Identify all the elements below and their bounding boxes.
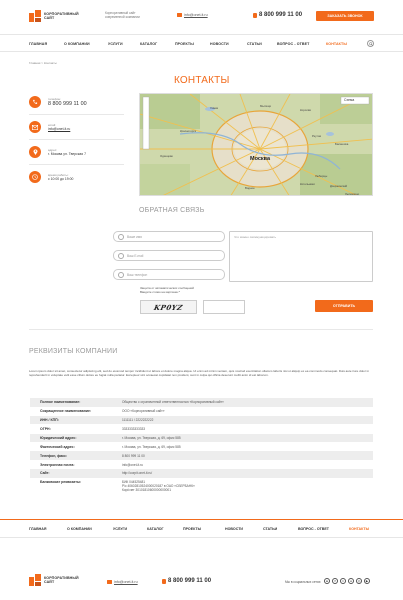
map-place-label: Химки <box>210 106 219 110</box>
phone-placeholder: Ваш телефон <box>127 272 148 277</box>
phone-input[interactable] <box>113 269 225 280</box>
nav-item[interactable]: УСЛУГИ <box>108 42 123 46</box>
map-place-label: Лыткарино <box>345 192 360 196</box>
vk-icon[interactable]: в <box>324 578 330 584</box>
address-label: адрес: <box>48 148 58 152</box>
map-place-label: Королёв <box>300 108 311 112</box>
callback-button[interactable]: ЗАКАЗАТЬ ЗВОНОК <box>316 11 374 21</box>
nav-item[interactable]: КАТАЛОГ <box>140 42 158 46</box>
footer-nav-item[interactable]: ПРОЕКТЫ <box>183 527 202 531</box>
footer-nav-item[interactable]: ГЛАВНАЯ <box>29 527 47 531</box>
message-textarea[interactable]: Что можно скоммуницировать <box>229 231 373 282</box>
header-phone-text: 8 800 999 11 00 <box>259 12 303 18</box>
requisite-value[interactable]: http://corpit.onet-it.ru/ <box>122 471 153 476</box>
captcha-input[interactable] <box>203 300 245 314</box>
requisite-key: Телефон, факс: <box>40 453 68 458</box>
requisite-value: 8 800 999 11 00 <box>122 453 145 458</box>
phone-icon <box>162 579 166 584</box>
footer-nav-item[interactable]: КАТАЛОГ <box>147 527 164 531</box>
requisite-row <box>30 416 373 425</box>
requisite-key: Сокращенное наименование: <box>40 409 92 414</box>
nav-item[interactable]: КОНТАКТЫ <box>326 42 347 46</box>
phone-icon <box>29 96 41 108</box>
odnoklassniki-icon[interactable]: о <box>348 578 354 584</box>
footer-email[interactable] <box>107 580 138 584</box>
mail-icon <box>29 121 41 133</box>
footer-nav <box>0 520 403 538</box>
map-place-label: Видное <box>245 186 255 190</box>
logo-icon <box>29 10 41 22</box>
requisite-row <box>30 443 373 452</box>
footer-email-text[interactable]: info@onet-it.ru <box>114 580 138 584</box>
requisite-key: Электронная почта: <box>40 462 75 467</box>
email-label: email: <box>48 123 57 127</box>
footer-phone-text: 8 800 999 11 00 <box>168 578 212 584</box>
bank-value <box>122 480 195 492</box>
requisite-value: Общество с ограниченной ответственностью «Корпоративный сайт» <box>122 400 224 405</box>
requisites-intro: Lorem ipsum dolor sit amet, consectetur adipiscing elit, sed do eiusmod tempor incididunt ut labore et dolore magna aliqua. Ut enim ad minim veniam, quis nostrud exercitation ullamco laboris nisi ut aliquip ex ea commodo consequat. Duis aute irure dolor in reprehenderit in voluptate velit esse cillum dolore eu fugiat nulla pariatur. Excepteur sint occaecat cupidatat non proident, sunt in culpa qui officia deserunt mollit anim id est laborum. <box>29 369 370 377</box>
map-place-label: Одинцово <box>160 154 173 158</box>
bank-line: БИК 044525481 <box>122 480 146 484</box>
requisite-value[interactable]: info@onet-it.ru <box>122 462 143 467</box>
requisite-value: г. Москва, ул. Тверская, д. 69, офис 585 <box>122 435 181 440</box>
logo-line1: КОРПОРАТИВНЫЙ <box>44 11 79 16</box>
map-city-label: Москва <box>250 156 271 162</box>
requisite-key: Полное наименование: <box>40 400 81 405</box>
footer-logo[interactable] <box>29 574 79 586</box>
bank-line: Р/с 40602810524000020187 в ОАО «СБЕРБАНК» <box>122 484 195 488</box>
mail-icon <box>107 580 112 584</box>
footer-nav-item[interactable]: СТАТЬИ <box>263 527 278 531</box>
hours-value: с 10:00 до 19:00 <box>48 177 74 181</box>
captcha-note-line2: Введите слово на картинке:* <box>140 290 180 294</box>
email-value[interactable]: info@onet-it.ru <box>48 127 71 131</box>
requisite-row <box>30 451 373 460</box>
nav-item[interactable]: ГЛАВНАЯ <box>29 42 48 46</box>
user-icon <box>118 234 124 240</box>
mail-icon <box>177 13 182 17</box>
email-placeholder: Ваш E-mail <box>127 253 144 258</box>
contact-hours <box>29 169 124 185</box>
requisite-key: ИНН / КПП: <box>40 418 59 423</box>
nav-item[interactable]: ПРОЕКТЫ <box>175 42 194 46</box>
footer-nav-item[interactable]: КОНТАКТЫ <box>349 527 370 531</box>
page-title: КОНТАКТЫ <box>174 75 230 86</box>
nav-item[interactable]: НОВОСТИ <box>210 42 229 46</box>
nav-item[interactable]: ВОПРОС - ОТВЕТ <box>277 42 310 46</box>
requisite-row <box>30 425 373 434</box>
hours-label: время работы: <box>48 173 69 177</box>
requisites-title: РЕКВИЗИТЫ КОМПАНИИ <box>29 348 118 355</box>
phone-icon <box>253 13 257 18</box>
section-divider <box>29 329 373 330</box>
breadcrumb[interactable]: Главная > Контакты <box>29 61 57 65</box>
nav-item[interactable]: СТАТЬИ <box>247 42 262 46</box>
logo-text <box>44 12 79 20</box>
name-placeholder: Ваше имя <box>127 234 142 239</box>
footer-phone[interactable] <box>162 578 211 584</box>
address-value: г. Москва ул. Тверская 7 <box>48 152 86 156</box>
footer-nav-item[interactable]: НОВОСТИ <box>225 527 243 531</box>
facebook-icon[interactable]: f <box>332 578 338 584</box>
footer-nav-item[interactable]: ВОПРОС - ОТВЕТ <box>298 527 329 531</box>
logo-line2: САЙТ <box>44 16 55 20</box>
map-place-label: Реутов <box>312 134 321 138</box>
requisite-row <box>30 469 373 478</box>
map[interactable] <box>139 93 373 196</box>
twitter-icon[interactable]: t <box>340 578 346 584</box>
requisite-key: ОГРН: <box>40 426 51 431</box>
requisite-value: ООО «Корпоративный сайт» <box>122 409 165 414</box>
divider <box>29 164 124 165</box>
name-input[interactable] <box>113 231 225 242</box>
requisite-row <box>30 398 373 407</box>
bank-row <box>30 478 373 504</box>
email-input[interactable] <box>113 250 225 261</box>
divider <box>29 139 124 140</box>
bank-key: Банковские реквизиты: <box>40 480 82 484</box>
instagram-icon[interactable]: ◎ <box>357 579 361 583</box>
logo-icon <box>29 574 41 586</box>
header-phone[interactable] <box>253 12 302 18</box>
youtube-icon[interactable]: ▶ <box>365 579 369 583</box>
map-scheme-toggle[interactable]: Схема <box>344 98 355 102</box>
header-logo[interactable] <box>29 10 79 22</box>
submit-button[interactable]: ОТПРАВИТЬ <box>315 300 373 312</box>
captcha-image <box>140 300 197 314</box>
requisite-key: Фактический адрес: <box>40 444 75 449</box>
phone-value[interactable]: 8 800 999 11 00 <box>48 101 87 107</box>
bank-line: Кор/счет 30101810600000000001 <box>122 488 171 492</box>
requisite-key: Юридический адрес: <box>40 435 77 440</box>
requisite-row <box>30 460 373 469</box>
requisite-key: Сайт: <box>40 471 50 476</box>
clock-icon <box>29 171 41 183</box>
map-place-label: Балашиха <box>335 142 349 146</box>
search-icon[interactable] <box>367 40 374 47</box>
location-pin-icon <box>29 146 41 158</box>
social-label: Мы в социальных сетях: <box>285 580 322 584</box>
captcha-text: KP0YZ <box>153 302 184 312</box>
map-place-label: Красногорск <box>180 129 196 133</box>
requisite-value: 1111111 / 2222222222 <box>122 418 154 423</box>
phone-label: телефон: <box>48 97 61 101</box>
phone-icon <box>118 272 124 278</box>
mail-icon <box>118 253 124 259</box>
footer-logo-line1: КОРПОРАТИВНЫЙ <box>44 575 79 580</box>
contact-address <box>29 144 124 160</box>
footer-logo-line2: САЙТ <box>44 580 55 584</box>
captcha-note-line1: Защита от автоматических сообщений <box>140 286 194 290</box>
captcha-note <box>140 286 194 294</box>
header-email-text[interactable]: info@onet-it.ru <box>184 13 208 17</box>
tagline <box>105 11 140 19</box>
tagline-line2: современной компании <box>105 15 140 19</box>
divider <box>29 114 124 115</box>
social-links <box>324 578 370 584</box>
feedback-title: ОБРАТНАЯ СВЯЗЬ <box>139 207 205 214</box>
contact-phone <box>29 94 124 110</box>
map-place-label: Дзержинский <box>330 184 348 188</box>
map-place-label: Люберцы <box>315 174 328 178</box>
requisite-row <box>30 434 373 443</box>
footer-logo-text <box>44 576 79 584</box>
map-place-label: Котельники <box>300 182 315 186</box>
main-nav <box>0 34 403 52</box>
nav-item[interactable]: О КОМПАНИИ <box>64 42 90 46</box>
requisite-value: г. Москва, ул. Тверская, д. 69, офис 585 <box>122 444 181 449</box>
tagline-line1: Корпоративный сайт <box>105 11 136 15</box>
footer-nav-item[interactable]: УСЛУГИ <box>113 527 128 531</box>
requisite-row <box>30 407 373 416</box>
requisite-value: 3333333333333 <box>122 426 146 431</box>
header-email[interactable] <box>177 13 208 17</box>
footer-nav-item[interactable]: О КОМПАНИИ <box>67 527 92 531</box>
contact-email <box>29 119 124 135</box>
map-place-label: Мытищи <box>260 104 272 108</box>
contacts-list <box>29 94 124 185</box>
